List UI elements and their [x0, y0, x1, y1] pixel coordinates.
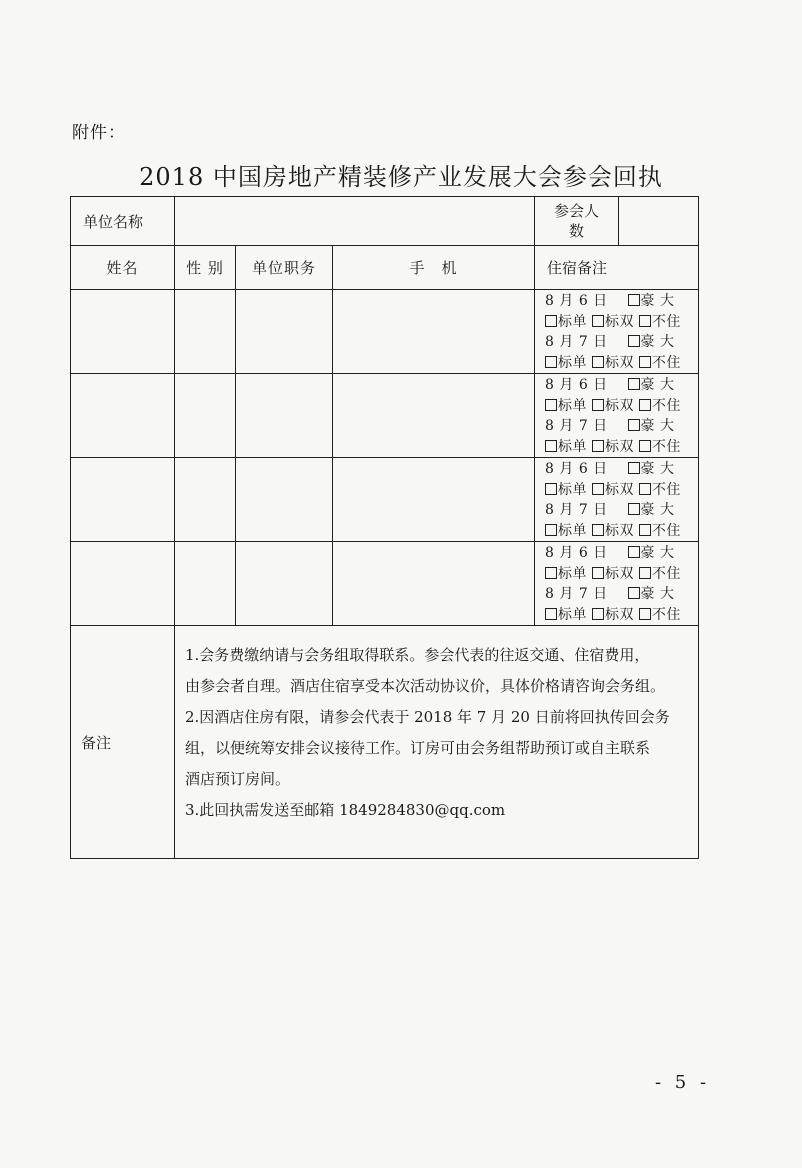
attendee-position-cell[interactable] [236, 374, 333, 458]
standard-single-checkbox[interactable] [545, 524, 557, 536]
notes-content [175, 626, 699, 859]
attendee-phone-cell[interactable] [333, 458, 535, 542]
standard-double-label: 标双 [604, 565, 634, 582]
standard-double-label: 标双 [604, 313, 634, 330]
no-stay-checkbox[interactable] [639, 315, 651, 327]
standard-single-checkbox[interactable] [545, 567, 557, 579]
standard-single-label: 标单 [558, 606, 588, 623]
lodging-options-cell [535, 542, 699, 626]
deluxe-option-label: 豪 大 [640, 461, 675, 477]
standard-single-checkbox[interactable] [545, 399, 557, 411]
deluxe-checkbox[interactable] [628, 294, 640, 306]
no-stay-label: 不住 [651, 438, 681, 455]
org-name-field[interactable] [175, 197, 535, 246]
no-stay-checkbox[interactable] [639, 356, 651, 368]
attendee-row [71, 458, 699, 542]
standard-double-label: 标双 [604, 606, 634, 623]
col-header-gender: 性 别 [175, 246, 236, 290]
deluxe-option-label: 豪 大 [640, 502, 675, 518]
standard-double-label: 标双 [604, 522, 634, 539]
notes-row [71, 626, 699, 859]
column-header-row [71, 246, 699, 290]
lodging-line [545, 543, 694, 564]
notes-line: 组，以便统筹安排会议接待工作。订房可由会务组帮助预订或自主联系 [185, 739, 651, 757]
attendee-gender-cell[interactable] [175, 374, 236, 458]
deluxe-checkbox[interactable] [628, 462, 640, 474]
standard-double-checkbox[interactable] [592, 440, 604, 452]
lodging-line [545, 416, 694, 437]
standard-single-checkbox[interactable] [545, 440, 557, 452]
standard-double-checkbox[interactable] [592, 567, 604, 579]
lodging-date-label: 8 月 7 日 [545, 502, 608, 518]
deluxe-checkbox[interactable] [628, 335, 640, 347]
deluxe-option-label: 豪 大 [640, 293, 675, 309]
notes-line: 酒店预订房间。 [185, 770, 291, 788]
lodging-date-label: 8 月 7 日 [545, 586, 608, 602]
lodging-options-cell [535, 458, 699, 542]
standard-double-checkbox[interactable] [592, 399, 604, 411]
notes-line: 3.此回执需发送至邮箱 1849284830@qq.com [185, 801, 506, 819]
lodging-line [545, 480, 694, 501]
attendee-count-label [535, 197, 619, 246]
attendee-count-label-line2: 数 [569, 222, 585, 240]
standard-single-checkbox[interactable] [545, 483, 557, 495]
no-stay-checkbox[interactable] [639, 567, 651, 579]
standard-double-label: 标双 [604, 438, 634, 455]
col-header-lodging: 住宿备注 [535, 246, 699, 290]
lodging-date-label: 8 月 7 日 [545, 418, 608, 434]
lodging-date-label: 8 月 6 日 [545, 377, 608, 393]
standard-single-label: 标单 [558, 438, 588, 455]
lodging-line [545, 332, 694, 353]
no-stay-checkbox[interactable] [639, 399, 651, 411]
standard-double-checkbox[interactable] [592, 524, 604, 536]
standard-double-checkbox[interactable] [592, 315, 604, 327]
attendee-row [71, 542, 699, 626]
lodging-line [545, 396, 694, 417]
lodging-date-label: 8 月 6 日 [545, 461, 608, 477]
lodging-line [545, 459, 694, 480]
page-number: - 5 - [655, 1072, 711, 1093]
deluxe-checkbox[interactable] [628, 378, 640, 390]
standard-single-label: 标单 [558, 397, 588, 414]
deluxe-option-label: 豪 大 [640, 418, 675, 434]
no-stay-label: 不住 [651, 522, 681, 539]
lodging-line [545, 564, 694, 585]
notes-label: 备注 [71, 626, 175, 859]
deluxe-checkbox[interactable] [628, 587, 640, 599]
deluxe-option-label: 豪 大 [640, 334, 675, 350]
standard-double-checkbox[interactable] [592, 483, 604, 495]
attendee-gender-cell[interactable] [175, 542, 236, 626]
lodging-date-label: 8 月 7 日 [545, 334, 608, 350]
standard-single-checkbox[interactable] [545, 608, 557, 620]
attendee-row [71, 290, 699, 374]
no-stay-label: 不住 [651, 565, 681, 582]
attendee-name-cell[interactable] [71, 542, 175, 626]
attendee-row [71, 374, 699, 458]
attendee-name-cell[interactable] [71, 458, 175, 542]
attendee-gender-cell[interactable] [175, 458, 236, 542]
notes-line: 1.会务费缴纳请与会务组取得联系。参会代表的往返交通、住宿费用， [185, 646, 650, 664]
no-stay-checkbox[interactable] [639, 524, 651, 536]
standard-double-checkbox[interactable] [592, 608, 604, 620]
col-header-position: 单位职务 [236, 246, 333, 290]
attendee-phone-cell[interactable] [333, 290, 535, 374]
no-stay-label: 不住 [651, 397, 681, 414]
lodging-line [545, 521, 694, 542]
attendee-name-cell[interactable] [71, 290, 175, 374]
standard-single-label: 标单 [558, 313, 588, 330]
no-stay-label: 不住 [651, 313, 681, 330]
notes-line: 由参会者自理。酒店住宿享受本次活动协议价，具体价格请咨询会务组。 [185, 677, 666, 695]
attachment-label: 附件： [72, 123, 126, 143]
deluxe-checkbox[interactable] [628, 546, 640, 558]
lodging-line [545, 291, 694, 312]
lodging-options-cell [535, 374, 699, 458]
standard-single-label: 标单 [558, 522, 588, 539]
lodging-line [545, 437, 694, 458]
standard-single-label: 标单 [558, 565, 588, 582]
no-stay-checkbox[interactable] [639, 440, 651, 452]
attendee-count-label-line1: 参会人 [554, 202, 600, 220]
standard-double-checkbox[interactable] [592, 356, 604, 368]
lodging-options-cell [535, 290, 699, 374]
lodging-date-label: 8 月 6 日 [545, 293, 608, 309]
document-title: 2018 中国房地产精装修产业发展大会参会回执 [139, 163, 663, 191]
lodging-line [545, 353, 694, 374]
deluxe-option-label: 豪 大 [640, 377, 675, 393]
deluxe-checkbox[interactable] [628, 419, 640, 431]
org-name-label: 单位名称 [71, 197, 175, 246]
standard-single-label: 标单 [558, 354, 588, 371]
deluxe-checkbox[interactable] [628, 503, 640, 515]
attendee-name-cell[interactable] [71, 374, 175, 458]
lodging-date-label: 8 月 6 日 [545, 545, 608, 561]
no-stay-label: 不住 [651, 481, 681, 498]
no-stay-label: 不住 [651, 354, 681, 371]
standard-double-label: 标双 [604, 397, 634, 414]
attendee-count-field[interactable] [619, 197, 699, 246]
lodging-line [545, 605, 694, 626]
lodging-line [545, 500, 694, 521]
attendee-position-cell[interactable] [236, 290, 333, 374]
col-header-name: 姓名 [71, 246, 175, 290]
registration-form-table [70, 196, 699, 859]
standard-double-label: 标双 [604, 481, 634, 498]
lodging-line [545, 584, 694, 605]
no-stay-checkbox[interactable] [639, 608, 651, 620]
deluxe-option-label: 豪 大 [640, 586, 675, 602]
standard-single-checkbox[interactable] [545, 315, 557, 327]
standard-double-label: 标双 [604, 354, 634, 371]
standard-single-label: 标单 [558, 481, 588, 498]
attendee-position-cell[interactable] [236, 458, 333, 542]
standard-single-checkbox[interactable] [545, 356, 557, 368]
lodging-line [545, 375, 694, 396]
attendee-phone-cell[interactable] [333, 542, 535, 626]
deluxe-option-label: 豪 大 [640, 545, 675, 561]
no-stay-label: 不住 [651, 606, 681, 623]
col-header-phone: 手 机 [333, 246, 535, 290]
lodging-line [545, 312, 694, 333]
notes-line: 2.因酒店住房有限，请参会代表于 2018 年 7 月 20 日前将回执传回会务 [185, 708, 670, 726]
no-stay-checkbox[interactable] [639, 483, 651, 495]
attendee-gender-cell[interactable] [175, 290, 236, 374]
org-row [71, 197, 699, 246]
attendee-position-cell[interactable] [236, 542, 333, 626]
attendee-phone-cell[interactable] [333, 374, 535, 458]
